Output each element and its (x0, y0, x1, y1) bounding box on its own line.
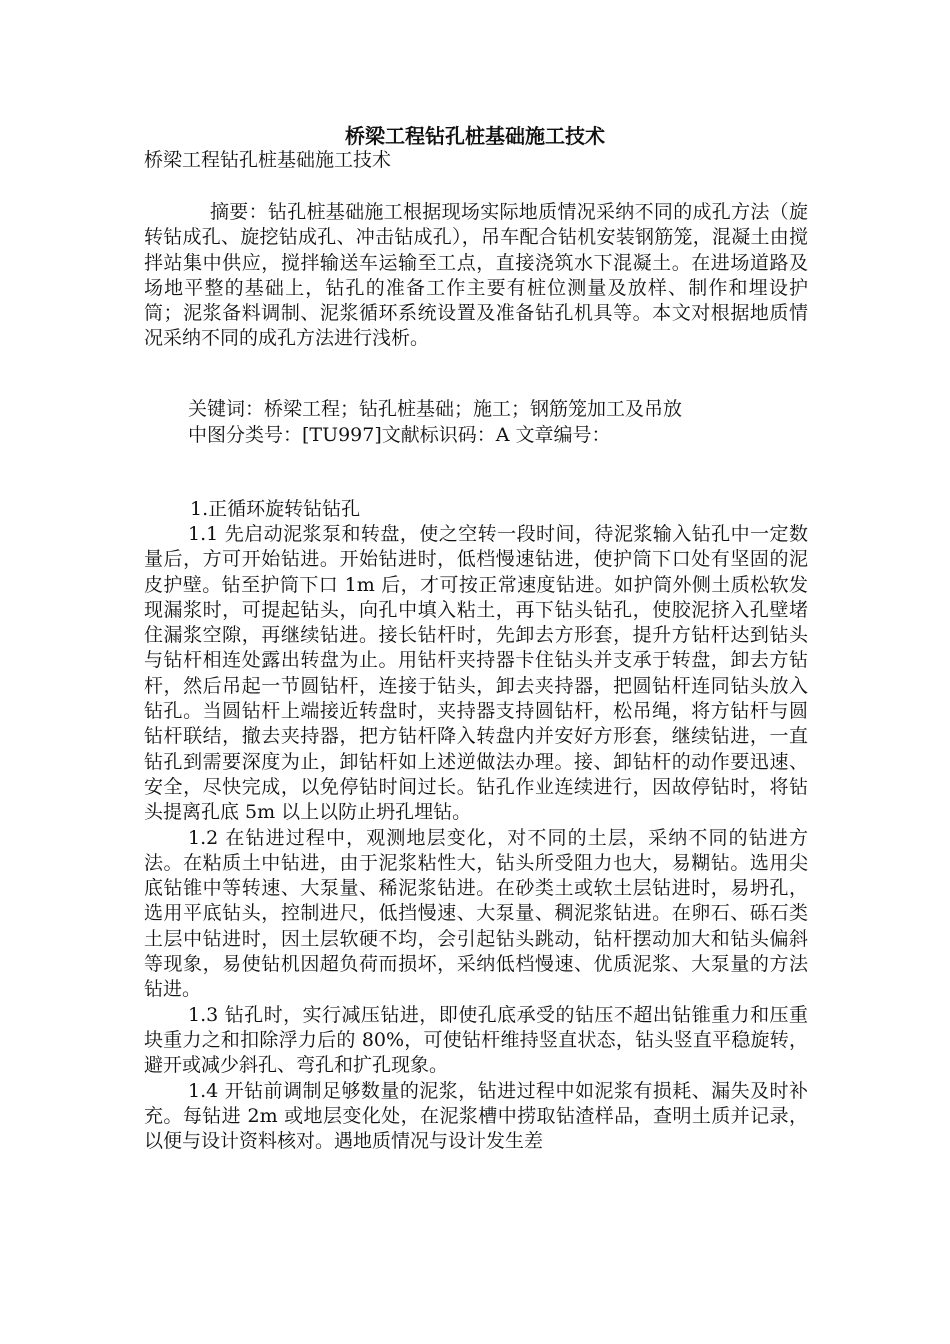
document-title: 桥梁工程钻孔桩基础施工技术 (345, 124, 605, 148)
paragraph-1-4: 1.4 开钻前调制足够数量的泥浆，钻进过程中如泥浆有损耗、漏失及时补充。每钻进 2m 或地层变化处，在泥浆槽中捞取钻渣样品，查明土质并记录，以便与设计资料核对。遇地质情况与设计发生差 (144, 1079, 808, 1153)
paragraph-1-3: 1.3 钻孔时，实行减压钻进，即使孔底承受的钻压不超出钻锥重力和压重块重力之和扣除浮力后的 80%，可使钻杆维持竖直状态，钻头竖直平稳旋转，避开或减少斜孔、弯孔和扩孔现象。 (144, 1003, 808, 1077)
section-heading: 1.正循环旋转钻钻孔 (190, 498, 361, 520)
abstract-paragraph: 摘要：钻孔桩基础施工根据现场实际地质情况采纳不同的成孔方法（旋转钻成孔、旋挖钻成孔、冲击钻成孔），吊车配合钻机安装钢筋笼，混凝土由搅拌站集中供应，搅拌输送车运输至工点，直接浇筑水下混凝土。在进场道路及场地平整的基础上，钻孔的准备工作主要有桩位测量及放样、制作和埋设护筒；泥浆备料调制、泥浆循环系统设置及准备钻孔机具等。本文对根据地质情况采纳不同的成孔方法进行浅析。 (144, 201, 808, 350)
classification-line: 中图分类号：[TU997]文献标识码：A 文章编号： (188, 424, 611, 446)
paragraph-1-1: 1.1 先启动泥浆泵和转盘，使之空转一段时间，待泥浆输入钻孔中一定数量后，方可开始钻进。开始钻进时，低档慢速钻进，使护筒下口处有坚固的泥皮护壁。钻至护筒下口 1m 后，才可按正常速度钻进。如护筒外侧土质松软发现漏浆时，可提起钻头，向孔中填入粘土，再下钻头钻孔，使胶泥挤入孔壁堵住漏浆空隙，再继续钻进。接长钻杆时，先卸去方形套，提升方钻杆达到钻头与钻杆相连处露出转盘为止。用钻杆夹持器卡住钻头并支承于转盘，卸去方钻杆，然后吊起一节圆钻杆，连接于钻头，卸去夹持器，把圆钻杆连同钻头放入钻孔。当圆钻杆上端接近转盘时，夹持器支持圆钻杆，松吊绳，将方钻杆与圆钻杆联结，撤去夹持器，把方钻杆降入转盘内并安好方形套，继续钻进，一直钻孔到需要深度为止，卸钻杆如上述逆做法办理。接、卸钻杆的动作要迅速、安全，尽快完成，以免停钻时间过长。钻孔作业连续进行，因故停钻时，将钻头提离孔底 5m 以上以防止坍孔埋钻。 (144, 523, 808, 824)
paragraph-1-2: 1.2 在钻进过程中，观测地层变化，对不同的土层，采纳不同的钻进方法。在粘质土中钻进，由于泥浆粘性大，钻头所受阻力也大，易糊钻。选用尖底钻锥中等转速、大泵量、稀泥浆钻进。在砂类土或软土层钻进时，易坍孔，选用平底钻头，控制进尺，低挡慢速、大泵量、稠泥浆钻进。在卵石、砾石类土层中钻进时，因土层软硬不均，会引起钻头跳动，钻杆摆动加大和钻头偏斜等现象，易使钻机因超负荷而损坏，采纳低档慢速、优质泥浆、大泵量的方法钻进。 (144, 826, 808, 1001)
document-subtitle: 桥梁工程钻孔桩基础施工技术 (144, 149, 392, 171)
body-text (144, 522, 808, 1154)
keywords-line: 关键词：桥梁工程；钻孔桩基础；施工；钢筋笼加工及吊放 (188, 398, 683, 420)
